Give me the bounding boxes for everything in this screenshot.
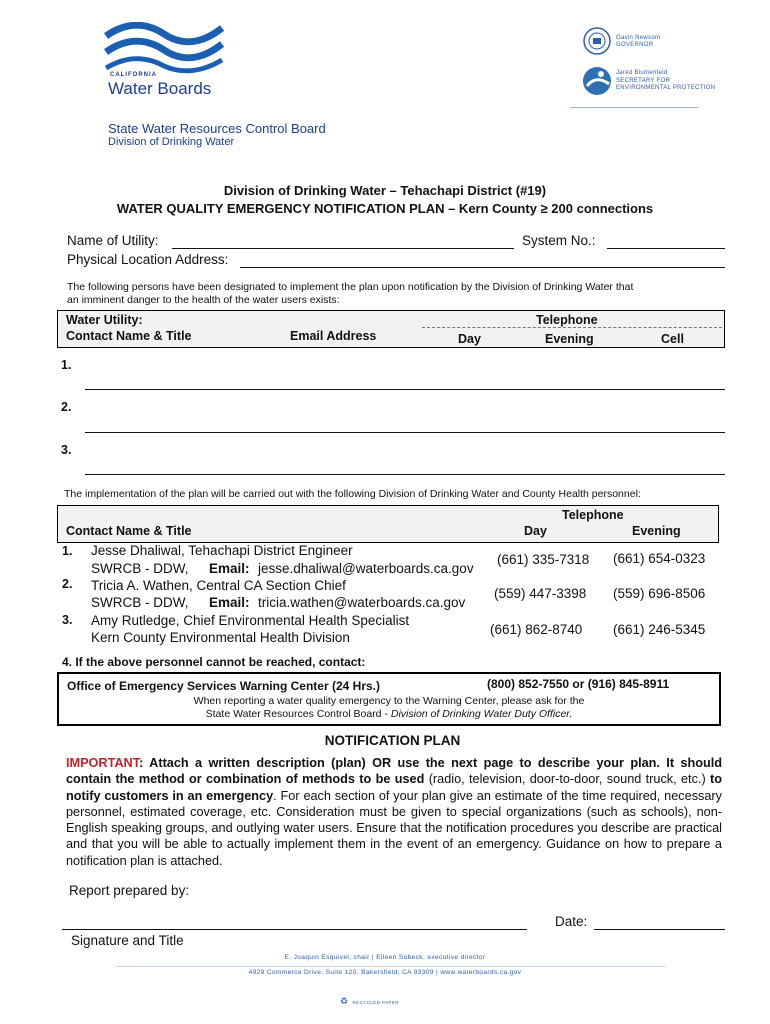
logo-name: Water Boards xyxy=(108,79,212,98)
contact-name-title: Amy Rutledge, Chief Environmental Health Specialist xyxy=(91,613,410,628)
fallback-contact-label: 4. If the above personnel cannot be reached, contact: xyxy=(62,655,366,669)
oes-note-2-board: State Water Resources Control Board - xyxy=(205,708,391,720)
secretary-title-1: SECRETARY FOR xyxy=(616,78,671,84)
oes-name: Office of Emergency Services Warning Center (24 Hrs.) xyxy=(67,679,380,693)
signature-label: Signature and Title xyxy=(71,933,184,948)
oes-note-2 xyxy=(59,708,719,720)
section1-intro-2: an imminent danger to the health of the water users exists: xyxy=(67,294,340,306)
email-label: Email: xyxy=(209,595,250,610)
row-number: 2. xyxy=(61,400,72,414)
contact-name-title: Jesse Dhaliwal, Tehachapi District Engineer xyxy=(91,543,353,558)
instructions-methods: (radio, television, door-to-door, sound truck, etc.) xyxy=(424,772,711,787)
contact-evening-phone: (661) 246-5345 xyxy=(613,622,706,637)
oes-phone: (800) 852-7550 or (916) 845-8911 xyxy=(487,677,670,691)
logo-state: CALIFORNIA xyxy=(110,72,157,78)
oes-contact-box xyxy=(57,672,721,726)
contact-day-phone: (661) 862-8740 xyxy=(490,622,583,637)
col-telephone: Telephone xyxy=(562,508,624,522)
footer-leadership: E. Joaquin Esquivel, chair | Eileen Sobeck, executive director xyxy=(284,954,486,961)
division-name: Division of Drinking Water xyxy=(108,136,235,148)
recycled-label: RECYCLED PAPER xyxy=(352,1000,399,1005)
waves-icon xyxy=(104,22,224,74)
row-number: 2. xyxy=(62,577,73,591)
governor-name: Gavin Newsom xyxy=(616,35,661,41)
system-no-label: System No.: xyxy=(522,233,596,248)
contact-email[interactable]: tricia.wathen@waterboards.ca.gov xyxy=(258,595,466,610)
footer-address: 4929 Commerce Drive, Suite 120, Bakersfield, CA 93309 | www.waterboards.ca.gov xyxy=(248,969,522,976)
row-number: 1. xyxy=(61,358,72,372)
email-label: Email: xyxy=(209,561,250,576)
contact-agency: Kern County Environmental Health Division xyxy=(91,630,350,645)
section2-intro: The implementation of the plan will be carried out with the following Division of Drinking Water and County Health personnel: xyxy=(64,488,641,500)
footer-divider xyxy=(115,966,665,967)
signature-field[interactable] xyxy=(62,929,527,930)
col-day: Day xyxy=(524,524,547,538)
utility-label: Name of Utility: xyxy=(67,233,159,248)
report-prepared-label: Report prepared by: xyxy=(69,883,190,898)
col-email: Email Address xyxy=(290,329,377,343)
notification-plan-heading: NOTIFICATION PLAN xyxy=(324,733,461,748)
board-name: State Water Resources Control Board xyxy=(108,121,326,136)
contact-day-phone: (559) 447-3398 xyxy=(494,586,587,601)
date-label: Date: xyxy=(555,914,588,929)
contact-day-phone: (661) 335-7318 xyxy=(497,552,590,567)
secretary-name: Jared Blumenfeld xyxy=(616,70,668,76)
contact-agency: SWRCB - DDW, xyxy=(91,561,189,576)
header-divider xyxy=(570,107,698,108)
recycled-paper-mark xyxy=(340,991,430,1009)
contact-name-title: Tricia A. Wathen, Central CA Section Chief xyxy=(91,578,346,593)
utility-contacts-header xyxy=(57,310,725,348)
ddw-contacts-header xyxy=(57,505,719,543)
instructions-bold-2: to notify customers in an emergency xyxy=(66,772,722,803)
oes-note-1: When reporting a water quality emergency to the Warning Center, please ask for the xyxy=(193,695,585,707)
contact-evening-phone: (559) 696-8506 xyxy=(613,586,706,601)
row-number: 3. xyxy=(61,443,72,457)
important-label: IMPORTANT xyxy=(66,756,140,770)
col-contact-name: Contact Name & Title xyxy=(66,524,192,538)
state-seal-icon xyxy=(582,26,612,56)
instructions-bold-1: : Attach a written description (plan) OR use the next page to describe your plan. It should contain the method or combination of methods to be used xyxy=(66,756,722,787)
utility-contact-field-3[interactable] xyxy=(85,474,725,475)
instructions-body: . For each section of your plan give an estimate of the time required, necessary personnel, estimated coverage, etc. Consideration must be given to special organizations (such as schools), non-English speaking groups, and outlying water users. Ensure that the notification procedures you describe are practical and that you will be able to actually implement them in the event of an emergency. Guidance on how to prepare a notification plan is attached. xyxy=(66,788,723,868)
utility-name-field[interactable] xyxy=(172,248,514,249)
col-cell: Cell xyxy=(661,332,684,346)
document-title-2: WATER QUALITY EMERGENCY NOTIFICATION PLAN – Kern County ≥ 200 connections xyxy=(116,201,654,216)
utility-contact-field-2[interactable] xyxy=(85,432,725,433)
contact-agency: SWRCB - DDW, xyxy=(91,595,189,610)
contact-email[interactable]: jesse.dhaliwal@waterboards.ca.gov xyxy=(258,561,474,576)
col-day: Day xyxy=(458,332,481,346)
section1-intro-1: The following persons have been designated to implement the plan upon notification by the Division of Drinking Water that xyxy=(67,281,634,293)
col-telephone: Telephone xyxy=(536,313,598,327)
row-number: 3. xyxy=(62,613,73,627)
calepa-logo-icon xyxy=(581,64,613,98)
utility-contact-field-1[interactable] xyxy=(85,389,725,390)
document-title-1: Division of Drinking Water – Tehachapi District (#19) xyxy=(223,183,547,198)
secretary-title-2: ENVIRONMENTAL PROTECTION xyxy=(616,85,716,91)
oes-note-2-duty-officer: Division of Drinking Water Duty Officer. xyxy=(390,708,573,720)
col-evening: Evening xyxy=(545,332,594,346)
col-evening: Evening xyxy=(632,524,681,538)
notification-plan-instructions xyxy=(66,755,722,869)
governor-title: GOVERNOR xyxy=(616,42,654,48)
location-field[interactable] xyxy=(240,267,725,268)
location-label: Physical Location Address: xyxy=(67,252,229,267)
col-water-utility: Water Utility: xyxy=(66,313,143,327)
water-boards-logo xyxy=(104,22,234,102)
telephone-divider xyxy=(422,327,722,328)
col-contact-name: Contact Name & Title xyxy=(66,329,192,343)
contact-evening-phone: (661) 654-0323 xyxy=(613,551,706,566)
date-field[interactable] xyxy=(594,929,725,930)
recycle-icon: ♻ xyxy=(340,996,349,1006)
system-no-field[interactable] xyxy=(607,248,725,249)
row-number: 1. xyxy=(62,544,73,558)
